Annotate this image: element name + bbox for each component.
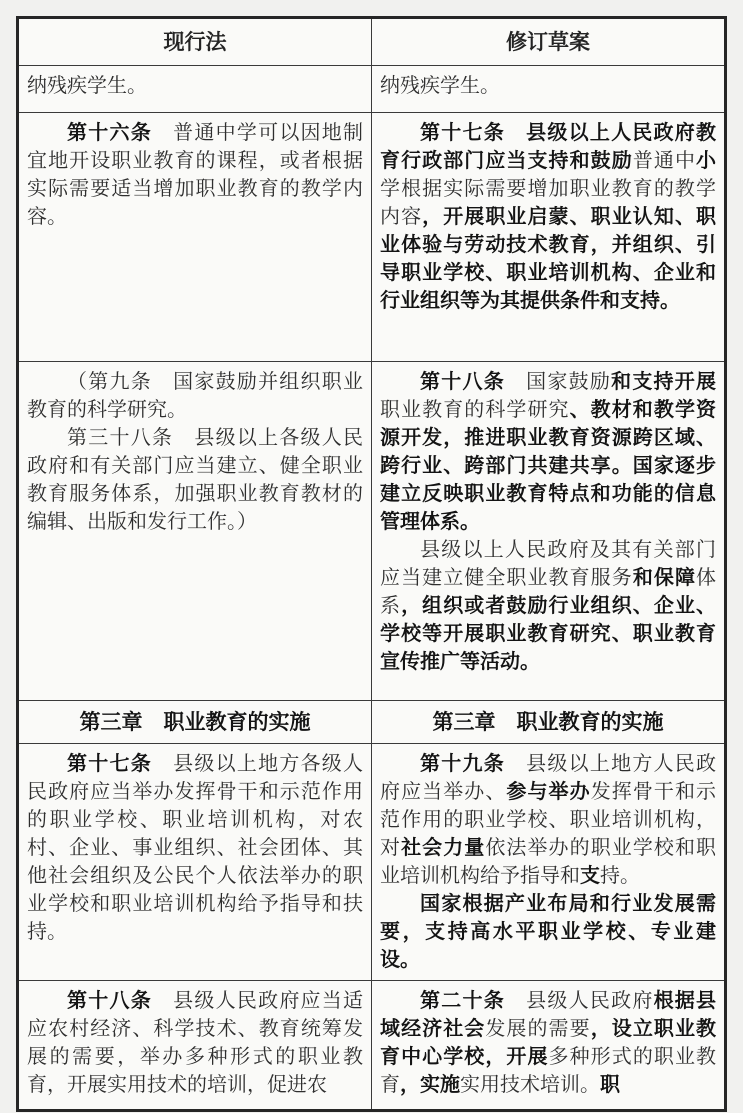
current-law-cell (18, 981, 372, 1111)
text-segment: 、教材和教学资源开发，推进职业教育资源跨区域、跨行业、跨部门共建共享。国家逐步建立反映职业教育特点和功能的信息管理体系。 (380, 399, 717, 533)
text-segment: 第十八条 (420, 371, 505, 393)
text-segment: 第十六条 (67, 122, 152, 144)
text-segment: 社会力量 (401, 837, 486, 859)
text-segment: 依法举办的职业学校和职业培训机构给予指导和 (380, 837, 717, 887)
paragraph (380, 72, 716, 100)
text-segment: 体系 (380, 567, 717, 617)
text-segment: 县级以上地方人民政府应当举办、 (380, 753, 717, 803)
text-segment: 和支持开展 (611, 371, 717, 393)
paragraph (27, 750, 363, 946)
table-row (18, 701, 726, 744)
paragraph (27, 708, 363, 736)
table-body (18, 66, 726, 1111)
text-segment: 职业教育的科学研究 (380, 399, 570, 421)
text-segment: 职 (600, 1074, 620, 1096)
text-segment: 第十七条 (67, 753, 152, 775)
header-row (18, 18, 726, 66)
paragraph (380, 890, 716, 974)
text-segment: 发展的需要 (485, 1018, 591, 1040)
paragraph (380, 119, 716, 315)
revision-draft-cell (372, 66, 726, 113)
text-segment: 县级以上人民政府及其有关部门应当建立健全职业教育服务 (380, 539, 716, 589)
text-segment: 参与举办 (506, 781, 591, 803)
current-law-cell (18, 701, 372, 744)
text-segment: 支 (580, 865, 600, 887)
text-segment: （第九条 国家鼓励并组织职业教育的科学研究。 (27, 371, 363, 421)
paragraph (380, 708, 716, 736)
text-segment: 国家根据产业布局和行业发展需要，支持高水平职业学校、专业建设。 (380, 893, 716, 971)
paragraph (380, 536, 716, 676)
text-segment: 第二十条 (420, 990, 505, 1012)
comparison-table (16, 16, 727, 1112)
text-segment: 县级人民政府应当适应农村经济、科学技术、教育统筹发展的需要，举办多种形式的职业教育，开展实用技术的培训，促进农 (27, 990, 364, 1096)
text-segment: 县级以上地方各级人民政府应当举办发挥骨干和示范作用的职业学校、职业培训机构，对农村、企业、事业组织、社会团体、其他社会组织及公民个人依法举办的职业学校和职业培训机构给予指导和扶持。 (27, 753, 364, 943)
revision-draft-cell (372, 113, 726, 362)
text-segment: 普通中 (632, 150, 697, 172)
text-segment: 第十八条 (67, 990, 152, 1012)
text-segment: 发挥骨干和示范作用的职业学校、职业培训机构，对 (380, 781, 717, 859)
text-segment: 和保障 (632, 567, 697, 589)
text-segment: ，组织或者鼓励行业组织、企业、学校等开展职业教育研究、职业教育宣传推广等活动。 (380, 595, 717, 673)
text-segment: 学根据实际需要增加职业教育的教学内容 (380, 178, 716, 228)
current-law-cell (18, 744, 372, 981)
paragraph (27, 368, 363, 424)
revision-draft-cell (372, 701, 726, 744)
text-segment: ，实施 (400, 1074, 460, 1096)
text-segment: 小 (696, 150, 717, 172)
table-row (18, 981, 726, 1111)
revision-draft-cell (372, 981, 726, 1111)
text-segment: 纳残疾学生。 (27, 75, 147, 97)
current-law-cell (18, 113, 372, 362)
table-row (18, 744, 726, 981)
revision-draft-cell (372, 362, 726, 701)
paragraph (27, 424, 363, 536)
paragraph (27, 119, 363, 231)
text-segment: 县级人民政府 (504, 990, 654, 1012)
paragraph (27, 72, 363, 100)
text-segment: 实用技术培训。 (460, 1074, 600, 1096)
column-header-revision-draft: 修订草案 (372, 18, 726, 66)
text-segment: 第十九条 (420, 753, 505, 775)
text-segment: 普通中学可以因地制宜地开设职业教育的课程，或者根据实际需要适当增加职业教育的教学内容。 (27, 122, 364, 228)
text-segment: 纳残疾学生。 (380, 75, 500, 97)
text-segment: 第三章 职业教育的实施 (79, 710, 311, 734)
text-segment: ，设立职业教育中心学校，开展 (380, 1018, 717, 1068)
current-law-cell (18, 362, 372, 701)
text-segment: ，开展职业启蒙、职业认知、职业体验与劳动技术教育，并组织、引导职业学校、职业培训机构、企业和行业组织等为其提供条件和支持。 (380, 206, 717, 312)
text-segment: 国家鼓励 (504, 371, 612, 393)
text-segment: 第三章 职业教育的实施 (432, 710, 664, 734)
current-law-cell (18, 66, 372, 113)
text-segment: 多种形式的职业教育 (380, 1046, 717, 1096)
text-segment: 第十七条 县级以上人民政府教育行政部门应当支持和鼓励 (380, 122, 716, 172)
text-segment: 第三十八条 县级以上各级人民政府和有关部门应当建立、健全职业教育服务体系，加强职业教育教材的编辑、出版和发行工作。） (27, 427, 363, 533)
paragraph (27, 987, 363, 1099)
table-row (18, 113, 726, 362)
paragraph (380, 750, 716, 890)
paragraph (380, 368, 716, 536)
text-segment: 持。 (600, 865, 640, 887)
revision-draft-cell (372, 744, 726, 981)
paragraph (380, 987, 716, 1099)
column-header-current-law: 现行法 (18, 18, 372, 66)
table-row (18, 66, 726, 113)
text-segment: 根据县域经济社会 (380, 990, 717, 1040)
table-row (18, 362, 726, 701)
